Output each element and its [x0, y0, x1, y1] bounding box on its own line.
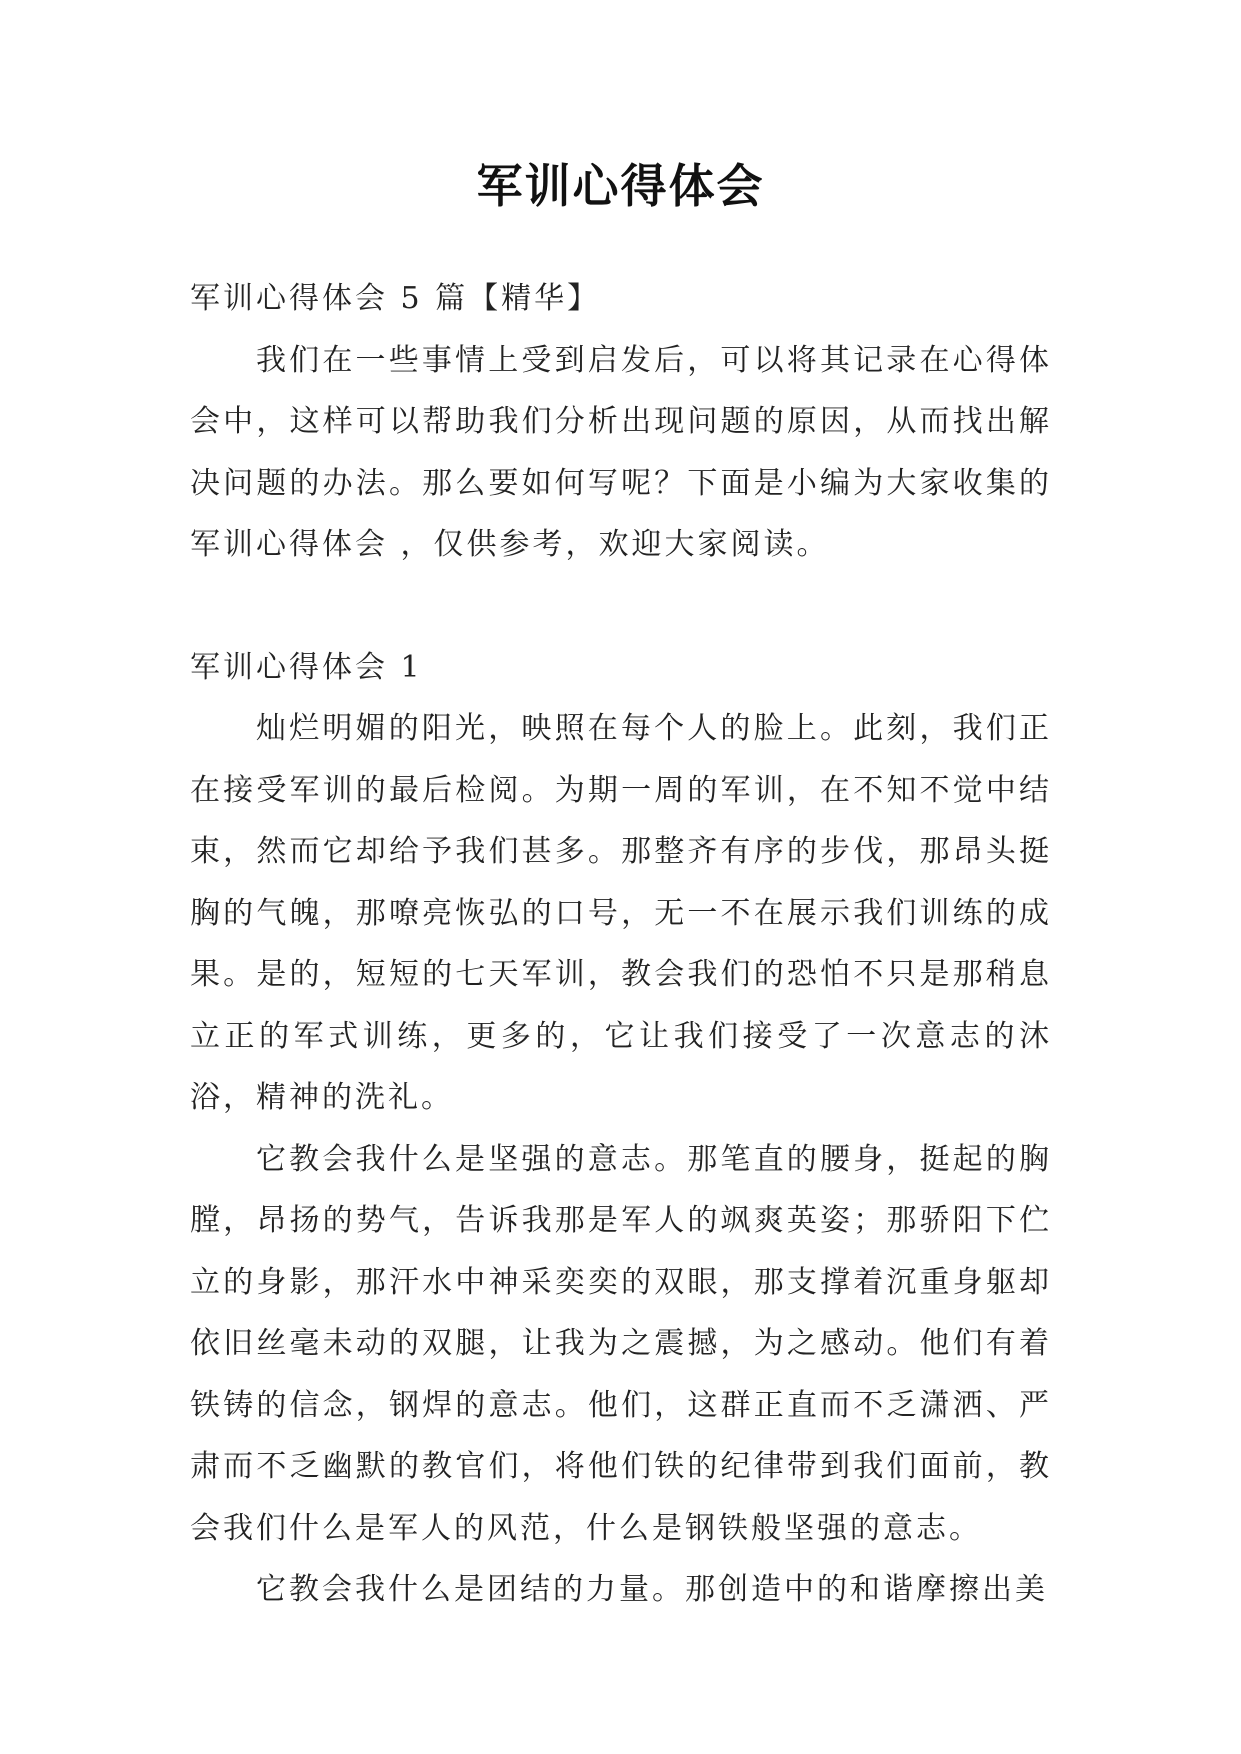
- intro-paragraph: 我们在一些事情上受到启发后，可以将其记录在心得体会中，这样可以帮助我们分析出现问题的原因，从而找出解决问题的办法。那么要如何写呢？下面是小编为大家收集的军训心得体会 ，仅供参考，欢迎大家阅读。: [190, 342, 1052, 562]
- section-spacer: [190, 576, 1052, 637]
- body-paragraph: 灿烂明媚的阳光，映照在每个人的脸上。此刻，我们正在接受军训的最后检阅。为期一周的军训，在不知不觉中结束，然而它却给予我们甚多。那整齐有序的步伐，那昂头挺胸的气魄，那嘹亮恢弘的口号，无一不在展示我们训练的成果。是的，短短的七天军训，教会我们的恐怕不只是那稍息立正的军式训练，更多的，它让我们接受了一次意志的沐浴，精神的洗礼。: [190, 711, 1052, 1115]
- body-paragraph: 它教会我什么是坚强的意志。那笔直的腰身，挺起的胸膛，昂扬的势气，告诉我那是军人的飒爽英姿；那骄阳下伫立的身影，那汗水中神采奕奕的双眼，那支撑着沉重身躯却依旧丝毫未动的双腿，让我为之震撼，为之感动。他们有着铁铸的信念，钢焊的意志。他们，这群正直而不乏潇洒、严肃而不乏幽默的教官们，将他们铁的纪律带到我们面前，教会我们什么是军人的风范，什么是钢铁般坚强的意志。: [190, 1141, 1052, 1546]
- section-heading: 军训心得体会 1: [190, 649, 423, 685]
- document-subtitle: 军训心得体会 5 篇【精华】: [190, 281, 601, 316]
- body-paragraph: 它教会我什么是团结的力量。那创造中的和谐摩擦出美: [256, 1572, 1048, 1607]
- document-body: [190, 268, 1052, 1621]
- document-title: 军训心得体会: [476, 159, 765, 213]
